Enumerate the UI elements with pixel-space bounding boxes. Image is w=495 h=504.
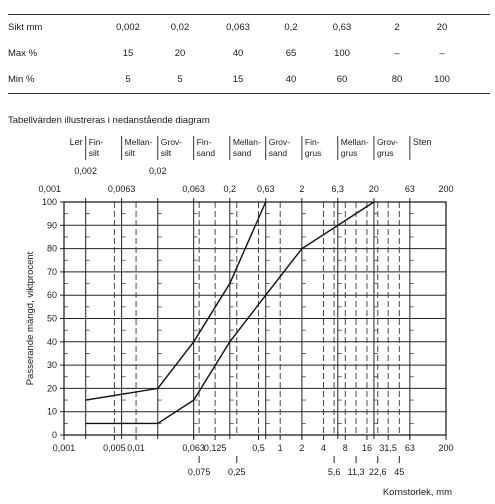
table-row-label: Max % [8, 48, 38, 59]
fraction-bound-label: 0,002 [74, 166, 97, 176]
table-cell: 0,002 [116, 22, 140, 33]
bottom-tick-label-low: 0,25 [228, 467, 246, 477]
fraction-label: grus [340, 148, 358, 158]
fraction-label: Ler [69, 137, 83, 147]
fraction-label: sand [232, 148, 252, 158]
fraction-label: Grov- [160, 137, 183, 147]
table-cell: 0,2 [284, 22, 298, 33]
fraction-label: grus [376, 148, 394, 158]
fraction-label: silt [124, 148, 135, 158]
bottom-tick-label-low: 5,6 [327, 467, 341, 477]
top-tick-label: 200 [438, 184, 454, 194]
table-cell: 20 [174, 48, 186, 59]
bottom-tick-label: 0,01 [127, 443, 145, 453]
table-cell: 65 [285, 48, 297, 59]
sieve-table [8, 8, 490, 98]
table-cell: 40 [285, 74, 297, 85]
fraction-label: Mellan- [124, 137, 153, 147]
bottom-tick-label: 0,001 [52, 443, 76, 453]
table-cell: 100 [334, 48, 350, 59]
y-tick-label: 30 [46, 360, 57, 371]
bottom-tick-label: 4 [321, 443, 327, 453]
top-tick-label: 0,001 [38, 184, 61, 194]
y-tick-label: 60 [46, 290, 57, 301]
fraction-label: Grov- [268, 137, 290, 147]
y-tick-label: 20 [46, 383, 57, 394]
table-cell: 80 [391, 74, 403, 85]
fraction-label: Fin- [196, 137, 212, 147]
y-axis-label: Passerande mängd, viktprocent [25, 251, 36, 386]
y-tick-label: 0 [51, 430, 57, 440]
fraction-label: sand [196, 148, 216, 158]
bottom-tick-label-low: 45 [394, 467, 405, 477]
top-tick-label: 0,063 [182, 184, 205, 194]
table-cell: 2 [394, 22, 400, 33]
table-cell: 0,63 [332, 22, 352, 33]
bottom-tick-label-low: 0,075 [187, 467, 211, 477]
top-tick-label: 0,2 [223, 184, 237, 194]
fraction-label: silt [160, 148, 172, 158]
fraction-label: Grov- [376, 137, 399, 147]
bottom-tick-label-low: 11,3 [347, 467, 365, 477]
table-cell: 5 [125, 74, 131, 85]
table-cell: – [394, 48, 400, 59]
table-cell: 5 [177, 74, 183, 85]
table-cell: 15 [232, 74, 244, 85]
table-row-label: Sikt mm [8, 22, 43, 33]
fraction-label: grus [304, 148, 322, 158]
table-cell: 0,02 [170, 22, 190, 33]
y-tick-label: 70 [46, 266, 57, 277]
top-tick-label: 63 [404, 184, 415, 194]
grading-chart [0, 130, 495, 502]
table-top-rule [8, 14, 490, 15]
bottom-tick-label: 0,063 [182, 443, 205, 453]
y-tick-label: 10 [46, 406, 57, 417]
x-axis-label: Kornstorlek, mm [382, 487, 452, 498]
max-curve [86, 202, 266, 400]
y-tick-label: 40 [46, 336, 57, 347]
table-cell: 0,063 [226, 22, 250, 33]
y-tick-label: 100 [41, 197, 57, 207]
diagram-caption: Tabellvärden illustreras i nedanstående diagram [8, 115, 210, 126]
top-tick-label: 20 [368, 184, 379, 194]
table-bottom-rule [8, 93, 490, 94]
y-tick-label: 90 [46, 220, 57, 231]
bottom-tick-label: 200 [438, 443, 454, 453]
table-cell: 20 [436, 22, 448, 33]
bottom-tick-label: 8 [342, 443, 348, 453]
bottom-tick-label: 16 [361, 443, 372, 453]
y-tick-label: 80 [46, 243, 57, 254]
table-row-label: Min % [8, 74, 35, 85]
top-tick-label: 0,0063 [107, 184, 136, 194]
top-tick-label: 0,63 [256, 184, 275, 194]
fraction-label: sand [268, 148, 288, 158]
table-cell: 40 [232, 48, 244, 59]
fraction-bound-label: 0,02 [148, 166, 167, 176]
bottom-tick-label-low: 22,6 [368, 467, 387, 477]
y-tick-label: 50 [46, 313, 57, 324]
fraction-label: Mellan- [340, 137, 369, 147]
fraction-label: Fin- [304, 137, 320, 147]
bottom-tick-label: 1 [277, 443, 283, 453]
table-cell: 60 [336, 74, 348, 85]
bottom-tick-label: 0,005 [103, 443, 126, 453]
bottom-tick-label: 2 [299, 443, 305, 453]
bottom-tick-label: 31,5 [379, 443, 397, 453]
bottom-tick-label: 63 [404, 443, 415, 453]
top-tick-label: 6,3 [331, 184, 345, 194]
fraction-label: Mellan- [232, 137, 261, 147]
bottom-tick-label: 0,5 [252, 443, 265, 453]
table-cell: 15 [122, 48, 134, 59]
fraction-label: Sten [412, 137, 432, 147]
top-tick-label: 2 [299, 184, 305, 194]
table-cell: – [439, 48, 445, 59]
fraction-label: silt [88, 148, 100, 158]
fraction-label: Fin- [88, 137, 104, 147]
table-cell: 100 [434, 74, 450, 85]
bottom-tick-label: 0,125 [203, 443, 227, 453]
